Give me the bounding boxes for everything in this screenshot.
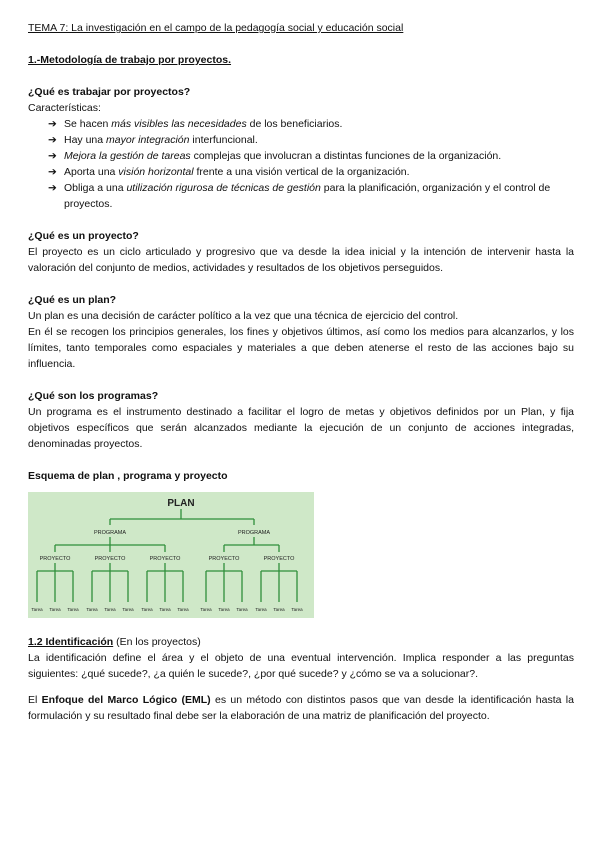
proyecto-label: PROYECTO: [94, 556, 126, 562]
list-item: ➔ Obliga a una utilización rigurosa de técnicas de gestión para la planificación, organización y el control de proyectos.: [48, 182, 551, 210]
tarea-label: Tarea: [31, 607, 43, 612]
paragraph-proyecto: El proyecto es un ciclo articulado y progresivo que va desde la idea inicial y la intención de intervenir hasta la valoración del conjunto de medios, actividades y resultados de los objetivos perseguidos.: [28, 246, 574, 274]
question-plan: ¿Qué es un plan?: [28, 294, 117, 306]
caracteristicas-label: Características:: [28, 102, 101, 114]
diagram-svg: [28, 492, 314, 618]
arrow-icon: ➔: [48, 134, 57, 146]
tarea-label: Tarea: [49, 607, 61, 612]
arrow-icon: ➔: [48, 182, 57, 194]
scheme-title: Esquema de plan , programa y proyecto: [28, 470, 228, 482]
tarea-label: Tarea: [291, 607, 303, 612]
section-heading-2-suffix: (En los proyectos): [113, 636, 201, 648]
paragraph-plan-b: En él se recogen los principios generales, los fines y objetivos últimos, así como los medios para alcanzarlos, y los límites, tanto temporales como espaciales y materiales a que deben atenerse el resto de las acciones bajo su influencia.: [28, 326, 574, 370]
tarea-label: Tarea: [86, 607, 98, 612]
list-item: ➔ Aporta una visión horizontal frente a una visión vertical de la organización.: [48, 166, 410, 178]
section-heading-2-line: [28, 634, 574, 650]
tarea-label: Tarea: [255, 607, 267, 612]
list-item: ➔ Se hacen más visibles las necesidades de los beneficiarios.: [48, 118, 343, 130]
document-page: [28, 20, 574, 724]
list-item: ➔ Hay una mayor integración interfuncional.: [48, 134, 258, 146]
section-heading-1: 1.-Metodología de trabajo por proyectos.: [28, 54, 232, 66]
arrow-icon: ➔: [48, 118, 57, 130]
programa-label: PROGRAMA: [93, 530, 127, 536]
paragraph-identificacion: La identificación define el área y el objeto de una eventual intervención. Implica responder a las preguntas siguientes: ¿qué sucede?, ¿a quién le sucede?, ¿por qué sucede? y ¿cómo se va a solucionar?.: [28, 652, 574, 680]
list-item: ➔ Mejora la gestión de tareas complejas que involucran a distintas funciones de la organización.: [48, 150, 502, 162]
tarea-label: Tarea: [141, 607, 153, 612]
tarea-label: Tarea: [218, 607, 230, 612]
plan-label: PLAN: [167, 498, 195, 509]
question-trabajar-proyectos: ¿Qué es trabajar por proyectos?: [28, 86, 191, 98]
paragraph-plan-a: Un plan es una decisión de carácter político a la vez que una técnica de ejercicio del control.: [28, 310, 459, 322]
tarea-label: Tarea: [236, 607, 248, 612]
arrow-icon: ➔: [48, 166, 57, 178]
caracteristicas-list: [28, 116, 574, 212]
paragraph-programas: Un programa es el instrumento destinado a facilitar el logro de metas y objetivos definidos por un Plan, y fija objetivos específicos que serán alcanzados mediante la ejecución de un conjunto de acciones integradas, denominadas proyectos.: [28, 406, 574, 450]
paragraph-eml: El Enfoque del Marco Lógico (EML) es un método con distintos pasos que van desde la identificación hasta la formulación y su resultado final debe ser la elaboración de una matriz de planificación del proyecto.: [28, 694, 574, 722]
tarea-label: Tarea: [159, 607, 171, 612]
tarea-label: Tarea: [122, 607, 134, 612]
programa-label: PROGRAMA: [237, 530, 271, 536]
proyecto-label: PROYECTO: [39, 556, 71, 562]
plan-programa-proyecto-diagram: [28, 492, 314, 618]
tarea-label: Tarea: [67, 607, 79, 612]
tarea-label: Tarea: [273, 607, 285, 612]
tarea-label: Tarea: [104, 607, 116, 612]
document-title: TEMA 7: La investigación en el campo de la pedagogía social y educación social: [28, 22, 404, 34]
proyecto-label: PROYECTO: [149, 556, 181, 562]
tarea-label: Tarea: [200, 607, 212, 612]
question-proyecto: ¿Qué es un proyecto?: [28, 230, 139, 242]
proyecto-label: PROYECTO: [208, 556, 240, 562]
question-programas: ¿Qué son los programas?: [28, 390, 159, 402]
arrow-icon: ➔: [48, 150, 57, 162]
section-heading-2: 1.2 Identificación: [28, 636, 114, 648]
proyecto-label: PROYECTO: [263, 556, 295, 562]
tarea-label: Tarea: [177, 607, 189, 612]
